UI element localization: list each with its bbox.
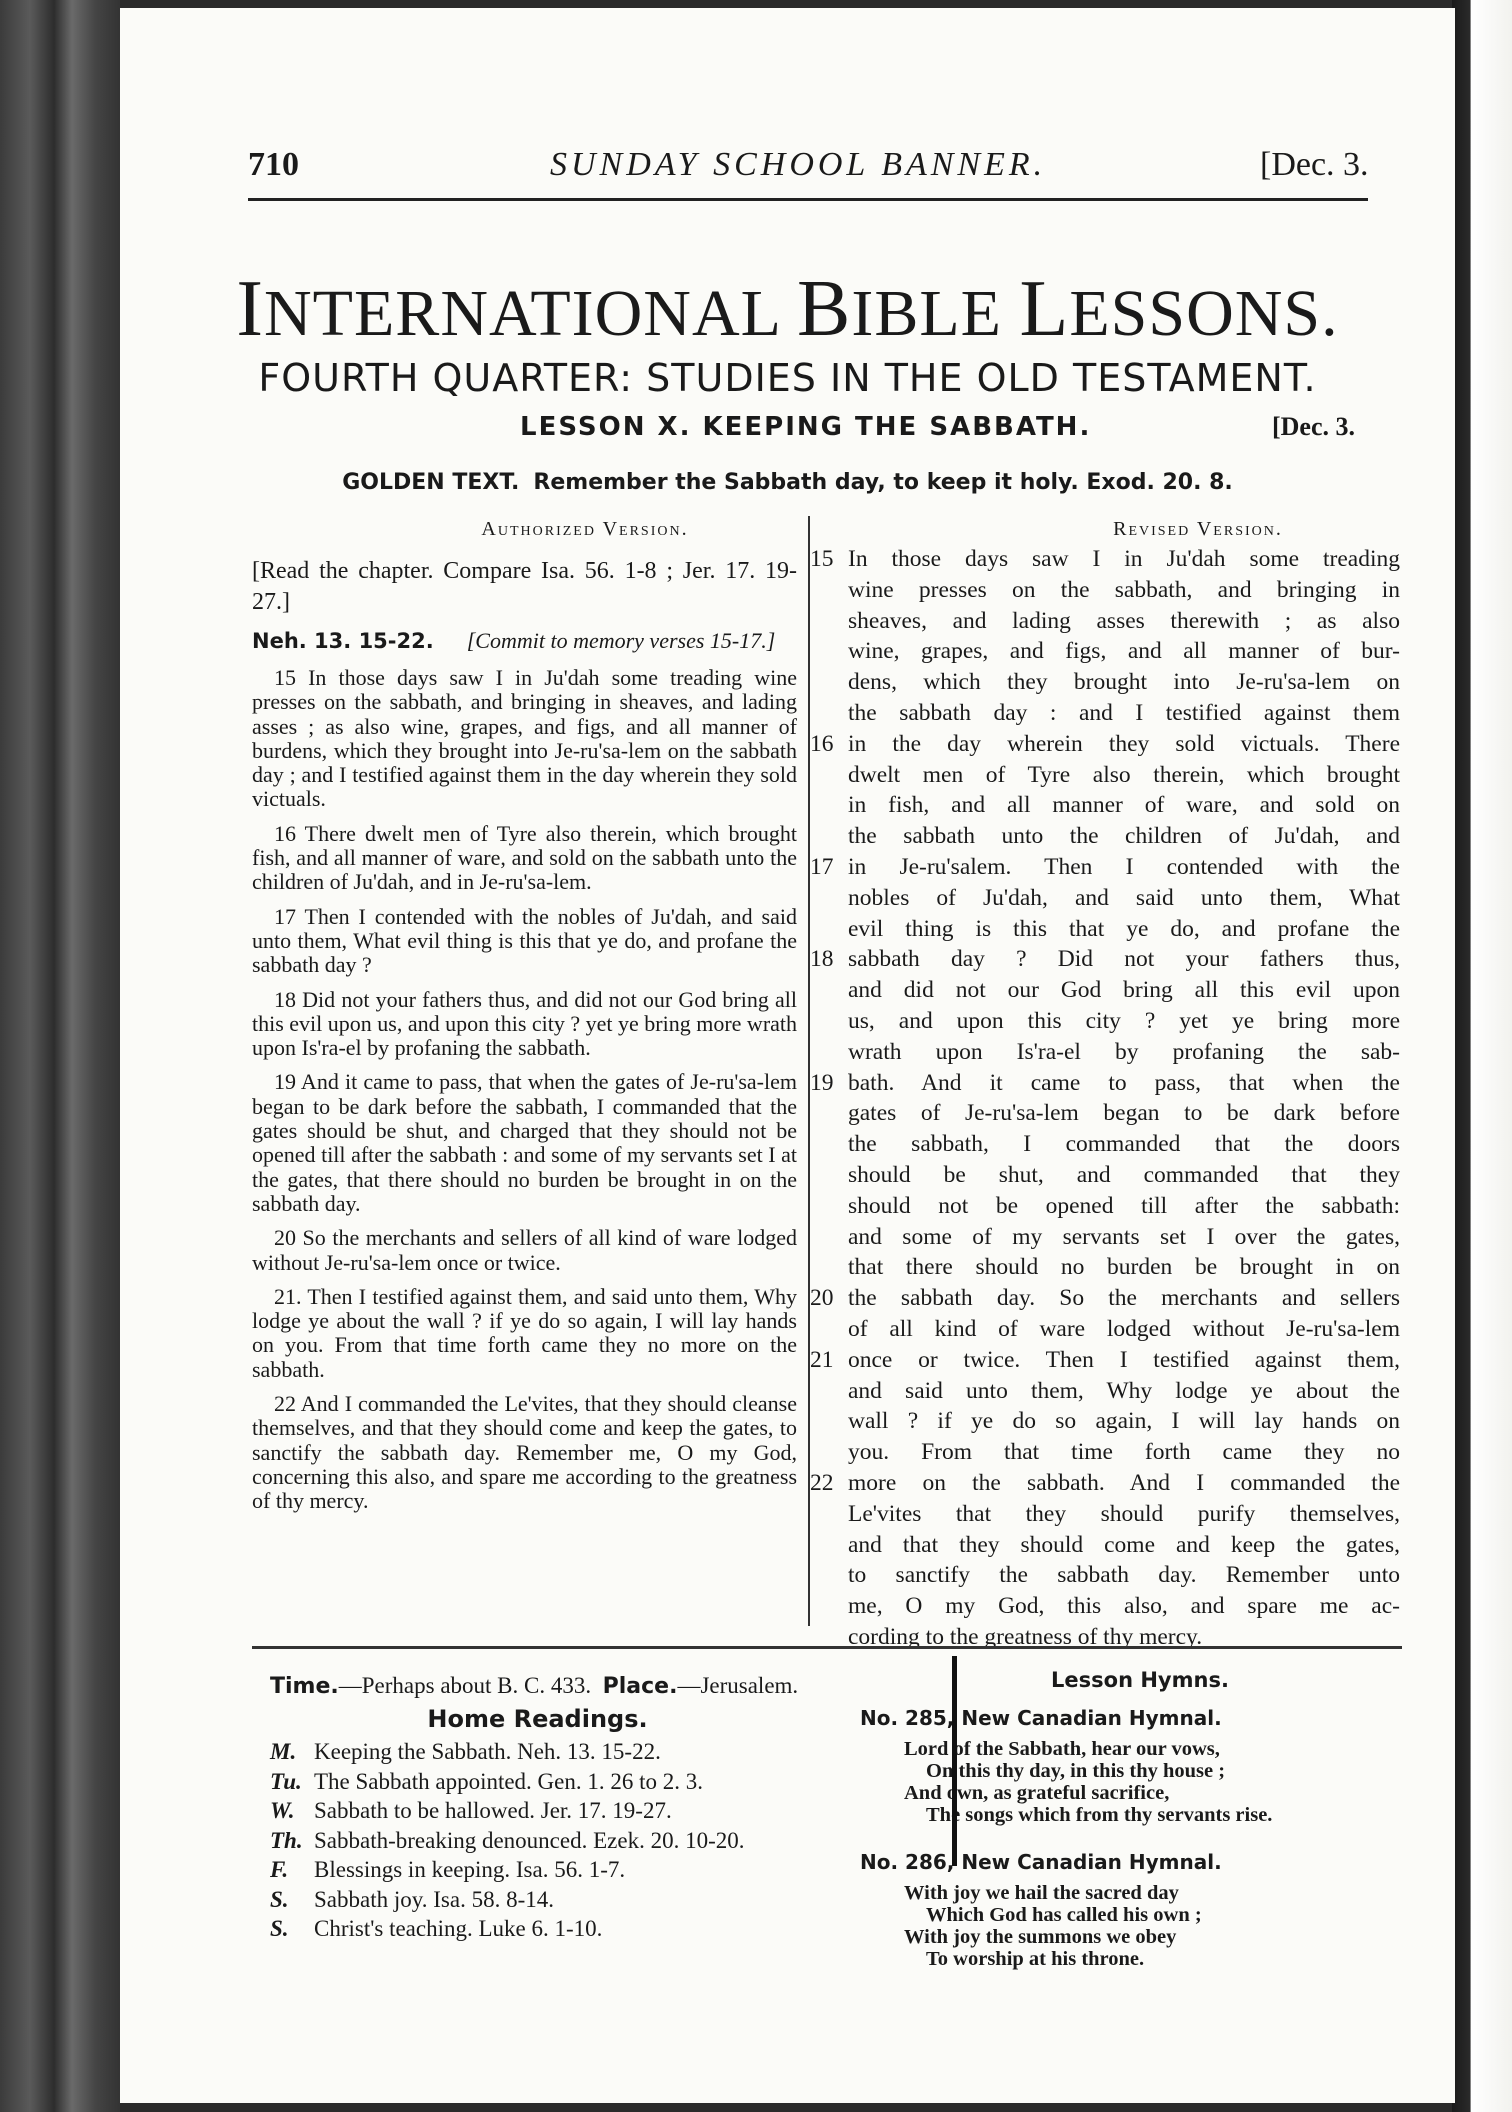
- place-label: Place.: [602, 1674, 678, 1699]
- rv-verse-number: 16: [810, 730, 834, 757]
- rv-line-text: in the day wherein they sold victuals. There: [848, 730, 1400, 757]
- rv-verse-number: [810, 1499, 848, 1530]
- rv-line: [810, 1314, 1400, 1345]
- rv-verse-number: [810, 1560, 848, 1591]
- hymns-heading: Lesson Hymns.: [1051, 1668, 1229, 1692]
- rv-verse-number: [810, 636, 848, 667]
- rv-line: [810, 760, 1400, 791]
- rv-verse-number: 17: [810, 853, 834, 880]
- hymn-line: With joy we hail the sacred day: [904, 1882, 1179, 1904]
- rv-line-text: dens, which they brought into Je-ru'sa-lem on: [848, 669, 1400, 696]
- rv-line-text: sabbath day ? Did not your fathers thus,: [848, 946, 1400, 973]
- rv-line: [810, 1376, 1400, 1407]
- rv-line: [810, 1222, 1400, 1253]
- rv-line-text: bath. And it came to pass, that when the: [848, 1069, 1400, 1096]
- rv-verse-number: [810, 1530, 848, 1561]
- reading-text: Christ's teaching. Luke 6. 1-10.: [314, 1916, 603, 1941]
- av-verse-20: 20 So the merchants and sellers of all kind of ware lodged without Je-ru'sa-lem once or twice.: [252, 1225, 797, 1275]
- rv-verse-number: [810, 606, 848, 637]
- rv-line: [810, 1129, 1400, 1160]
- rv-verse-number: [810, 1006, 848, 1037]
- rv-line-text: dwelt men of Tyre also therein, which brought: [848, 761, 1400, 788]
- rv-line: [810, 914, 1400, 945]
- rv-line: [810, 698, 1400, 729]
- rv-line: [810, 1037, 1400, 1068]
- reading-item: [270, 1914, 805, 1944]
- hymn-line: Lord of the Sabbath, hear our vows,: [904, 1738, 1220, 1760]
- rv-verse-number: [810, 1437, 848, 1468]
- running-date: [Dec. 3.: [1260, 146, 1369, 183]
- reading-text: Sabbath-breaking denounced. Ezek. 20. 10-20.: [314, 1827, 745, 1853]
- rv-line: [810, 1345, 1400, 1376]
- section-rule: [252, 1646, 1402, 1649]
- authorized-column: [252, 556, 797, 1524]
- hymn-line: And own, as grateful sacrifice,: [904, 1782, 1170, 1804]
- rv-line-text: should be shut, and commanded that they: [848, 1161, 1400, 1188]
- next-page-edge: [1452, 0, 1512, 2112]
- reading-day: S.: [270, 1916, 289, 1941]
- time-text: —Perhaps about B. C. 433.: [338, 1673, 592, 1698]
- rv-line-text: sheaves, and lading asses therewith ; as also: [848, 607, 1400, 634]
- rv-verse-number: [810, 1160, 848, 1191]
- av-verse-18: 18 Did not your fathers thus, and did not our God bring all this evil upon us, and upon this city ? yet ye bring more wrath upon Is'ra-el by profaning the sabbath.: [252, 986, 798, 1061]
- hymn-line: With joy the summons we obey: [904, 1926, 1177, 1948]
- running-title: SUNDAY SCHOOL BANNER.: [550, 146, 1047, 183]
- rv-line: [810, 544, 1400, 575]
- rv-verse-number: [810, 883, 848, 914]
- rv-verse-number: 20: [810, 1285, 834, 1312]
- rv-verse-number: [810, 1591, 848, 1622]
- quarter-subtitle: FOURTH QUARTER: STUDIES IN THE OLD TESTAMENT.: [258, 356, 1317, 400]
- rv-verse-number: [810, 667, 848, 698]
- rv-line-text: nobles of Ju'dah, and said unto them, What: [848, 884, 1400, 911]
- title-word-3: ESSONS.: [1069, 277, 1339, 350]
- hymn-line: Which God has called his own ;: [926, 1904, 1202, 1926]
- rv-line: [810, 636, 1400, 667]
- reading-item: [270, 1826, 805, 1856]
- reading-item: [270, 1767, 805, 1797]
- av-verse-19: 19 And it came to pass, that when the gates of Je-ru'sa-lem began to be dark before the sabbath, I commanded that the gates should be shut, and charged that they should not be opened till after the sabbath : and some of my servants set I at the gates, that there should no burden be brought in on the sabbath day.: [252, 1069, 797, 1216]
- rv-line-text: and said unto them, Why lodge ye about the: [848, 1377, 1400, 1404]
- rv-line: [810, 1006, 1400, 1037]
- time-place-block: [270, 1670, 805, 1944]
- reading-text: Sabbath joy. Isa. 58. 8-14.: [314, 1886, 554, 1912]
- title-word-1: NTERNATIONAL: [264, 277, 780, 350]
- lesson-hymns: [860, 1668, 1420, 1970]
- golden-verse: Remember the Sabbath day, to keep it holy. Exod. 20. 8.: [533, 470, 1233, 495]
- rv-verse-number: [810, 575, 848, 606]
- reading-day: M.: [270, 1739, 297, 1764]
- rv-line: [810, 975, 1400, 1006]
- reading-item: [270, 1737, 805, 1767]
- rv-line-text: wine presses on the sabbath, and bringing in: [848, 576, 1400, 603]
- rv-line: [810, 1160, 1400, 1191]
- rv-line: [810, 1191, 1400, 1222]
- rv-line-text: the sabbath unto the children of Ju'dah, and: [848, 823, 1400, 850]
- rv-line-text: wall ? if ye do so again, I will lay hands on: [848, 1408, 1400, 1435]
- rv-line-text: gates of Je-ru'sa-lem began to be dark before: [848, 1100, 1400, 1127]
- lesson-date: [Dec. 3.: [1272, 412, 1356, 441]
- hymn-line: To worship at his throne.: [926, 1948, 1145, 1970]
- title-word-2: IBLE: [851, 277, 1002, 350]
- main-title: [120, 264, 1455, 355]
- rv-verse-number: [810, 1129, 848, 1160]
- rv-verse-number: [810, 1191, 848, 1222]
- rv-line: [810, 852, 1400, 883]
- golden-label: GOLDEN TEXT.: [342, 470, 520, 495]
- home-readings-list: [270, 1737, 805, 1944]
- reading-text: Keeping the Sabbath. Neh. 13. 15-22.: [314, 1739, 661, 1764]
- ink-mark: [952, 1656, 957, 1866]
- hymn-number: No. 285, New Canadian Hymnal.: [860, 1706, 1222, 1730]
- title-cap-i: I: [236, 265, 264, 353]
- place-text: —Jerusalem.: [677, 1673, 799, 1698]
- rv-line: [810, 1068, 1400, 1099]
- page-number: 710: [248, 146, 299, 183]
- revised-column: [810, 544, 1400, 1653]
- rv-line: [810, 821, 1400, 852]
- rv-line-text: cording to the greatness of thy mercy.: [848, 1623, 1203, 1650]
- reading-day: Th.: [270, 1827, 303, 1853]
- rv-verse-number: [810, 821, 848, 852]
- rv-line-text: should not be opened till after the sabbath:: [848, 1192, 1400, 1219]
- authorized-heading: Authorized Version.: [481, 518, 689, 540]
- av-verse-22: 22 And I commanded the Le'vites, that they should cleanse themselves, and that they should come and keep the gates, to sanctify the sabbath day. Remember me, O my God, concerning this also, and spare me according to the greatness of thy mercy.: [252, 1391, 797, 1514]
- av-verse-16: 16 There dwelt men of Tyre also therein, which brought fish, and all manner of ware, and sold on the sabbath unto the children of Ju'dah, and in Je-ru'sa-lem.: [252, 820, 797, 895]
- rv-line-text: wine, grapes, and figs, and all manner of bur-: [848, 638, 1400, 665]
- rv-line: [810, 606, 1400, 637]
- rv-line-text: Le'vites that they should purify themselves,: [848, 1500, 1400, 1527]
- rv-verse-number: [810, 1252, 848, 1283]
- rv-line: [810, 1252, 1400, 1283]
- hymn-spacer: [860, 1826, 1420, 1850]
- rv-line: [810, 1591, 1400, 1622]
- scripture-reference: [252, 626, 797, 656]
- rv-line-text: you. From that time forth came they no: [848, 1439, 1400, 1466]
- book-binding: [0, 0, 120, 2112]
- rv-verse-number: [810, 914, 848, 945]
- reading-day: S.: [270, 1886, 289, 1912]
- rv-line-text: and did not our God bring all this evil upon: [848, 977, 1400, 1004]
- reading-day: F.: [270, 1857, 289, 1882]
- rv-verse-number: 19: [810, 1069, 834, 1096]
- rv-line: [810, 575, 1400, 606]
- rv-line-text: to sanctify the sabbath day. Remember unto: [848, 1562, 1400, 1589]
- reading-text: The Sabbath appointed. Gen. 1. 26 to 2. 3.: [314, 1768, 704, 1794]
- rv-line-text: and some of my servants set I over the gates,: [848, 1223, 1400, 1250]
- rv-verse-number: [810, 1314, 848, 1345]
- neh-ref: Neh. 13. 15-22.: [252, 629, 434, 653]
- rv-line: [810, 729, 1400, 760]
- reading-item: [270, 1796, 805, 1826]
- golden-text: [120, 470, 1455, 495]
- rv-line-text: evil thing is this that ye do, and profane the: [848, 915, 1400, 942]
- read-instruction: [Read the chapter. Compare Isa. 56. 1-8 ; Jer. 17. 19-27.]: [252, 558, 797, 615]
- rv-line: [810, 1499, 1400, 1530]
- rv-line-text: in fish, and all manner of ware, and sold on: [848, 792, 1400, 819]
- reading-item: [270, 1885, 805, 1915]
- rv-verse-number: [810, 760, 848, 791]
- rv-verse-number: 15: [810, 546, 834, 572]
- rv-line: [810, 790, 1400, 821]
- rv-line: [810, 1437, 1400, 1468]
- rv-verse-number: 18: [810, 946, 834, 973]
- title-cap-b: B: [796, 265, 852, 353]
- rv-line-text: the sabbath day. So the merchants and sellers: [848, 1285, 1400, 1312]
- rv-verse-number: 21: [810, 1346, 834, 1373]
- reading-item: [270, 1855, 805, 1885]
- rv-line: [810, 883, 1400, 914]
- rv-verse-number: [810, 1376, 848, 1407]
- rv-line-text: once or twice. Then I testified against them,: [848, 1346, 1400, 1373]
- av-verse-21: 21. Then I testified against them, and said unto them, Why lodge ye about the wall ? if ye do so again, I will lay hands on you. From that time forth came they no more on the sabbath.: [252, 1283, 797, 1382]
- header-rule: [248, 198, 1368, 201]
- rv-line-text: the sabbath, I commanded that the doors: [848, 1131, 1400, 1158]
- rv-line: [810, 1560, 1400, 1591]
- rv-line: [810, 1283, 1400, 1314]
- rv-line: [810, 1406, 1400, 1437]
- rv-line-text: the sabbath day : and I testified against them: [848, 699, 1400, 726]
- reading-day: W.: [270, 1798, 295, 1823]
- rv-line-text: and that they should come and keep the gates,: [848, 1531, 1400, 1558]
- rv-line-text: more on the sabbath. And I commanded the: [848, 1469, 1400, 1496]
- rv-verse-number: [810, 1098, 848, 1129]
- rv-verse-number: [810, 1037, 848, 1068]
- lesson-title: LESSON X. KEEPING THE SABBATH.: [520, 412, 1092, 442]
- rv-verse-number: [810, 698, 848, 729]
- hymn-line: The songs which from thy servants rise.: [926, 1804, 1273, 1826]
- rv-verse-number: [810, 975, 848, 1006]
- rv-line-text: of all kind of ware lodged without Je-ru'sa-lem: [848, 1315, 1400, 1342]
- av-verse-17: 17 Then I contended with the nobles of Ju'dah, and said unto them, What evil thing is this that ye do, and profane the sabbath day ?: [252, 903, 797, 978]
- rv-line-text: wrath upon Is'ra-el by profaning the sab-: [848, 1038, 1400, 1065]
- time-place: [270, 1670, 805, 1702]
- rv-verse-number: [810, 1222, 848, 1253]
- rv-line: [810, 667, 1400, 698]
- rv-line-text: me, O my God, this also, and spare me ac-: [848, 1593, 1400, 1620]
- rv-verse-number: [810, 790, 848, 821]
- home-readings-heading: Home Readings.: [427, 1705, 648, 1733]
- rv-line: [810, 1098, 1400, 1129]
- av-verse-15: 15 In those days saw I in Ju'dah some treading wine presses on the sabbath, and bringing in sheaves, and lading asses ; as also wine, grapes, and figs, and all manner of burdens, which they brought into Je-ru'sa-lem on the sabbath day ; and I testified against them in the day wherein they sold victuals.: [252, 665, 797, 812]
- hymn-number: No. 286, New Canadian Hymnal.: [860, 1850, 1222, 1874]
- reading-day: Tu.: [270, 1768, 302, 1794]
- rv-verse-number: [810, 1406, 848, 1437]
- rv-line-text: that there should no burden be brought in on: [848, 1254, 1400, 1281]
- reading-text: Blessings in keeping. Isa. 56. 1-7.: [314, 1857, 626, 1882]
- rv-line: [810, 944, 1400, 975]
- revised-heading: Revised Version.: [1113, 518, 1283, 540]
- reading-text: Sabbath to be hallowed. Jer. 17. 19-27.: [314, 1798, 672, 1823]
- hymn-line: On this thy day, in this thy house ;: [926, 1760, 1226, 1782]
- rv-line-text: in Je-ru'salem. Then I contended with the: [848, 853, 1400, 880]
- memory-note: [Commit to memory verses 15-17.]: [466, 628, 776, 653]
- rv-line: [810, 1468, 1400, 1499]
- rv-verse-number: 22: [810, 1469, 834, 1496]
- title-cap-l: L: [1019, 265, 1070, 353]
- rv-line: [810, 1530, 1400, 1561]
- rv-line-text: us, and upon this city ? yet ye bring more: [848, 1007, 1400, 1034]
- book-page: [120, 8, 1455, 2103]
- rv-line-text: In those days saw I in Ju'dah some treading: [848, 546, 1400, 572]
- time-label: Time.: [270, 1674, 339, 1699]
